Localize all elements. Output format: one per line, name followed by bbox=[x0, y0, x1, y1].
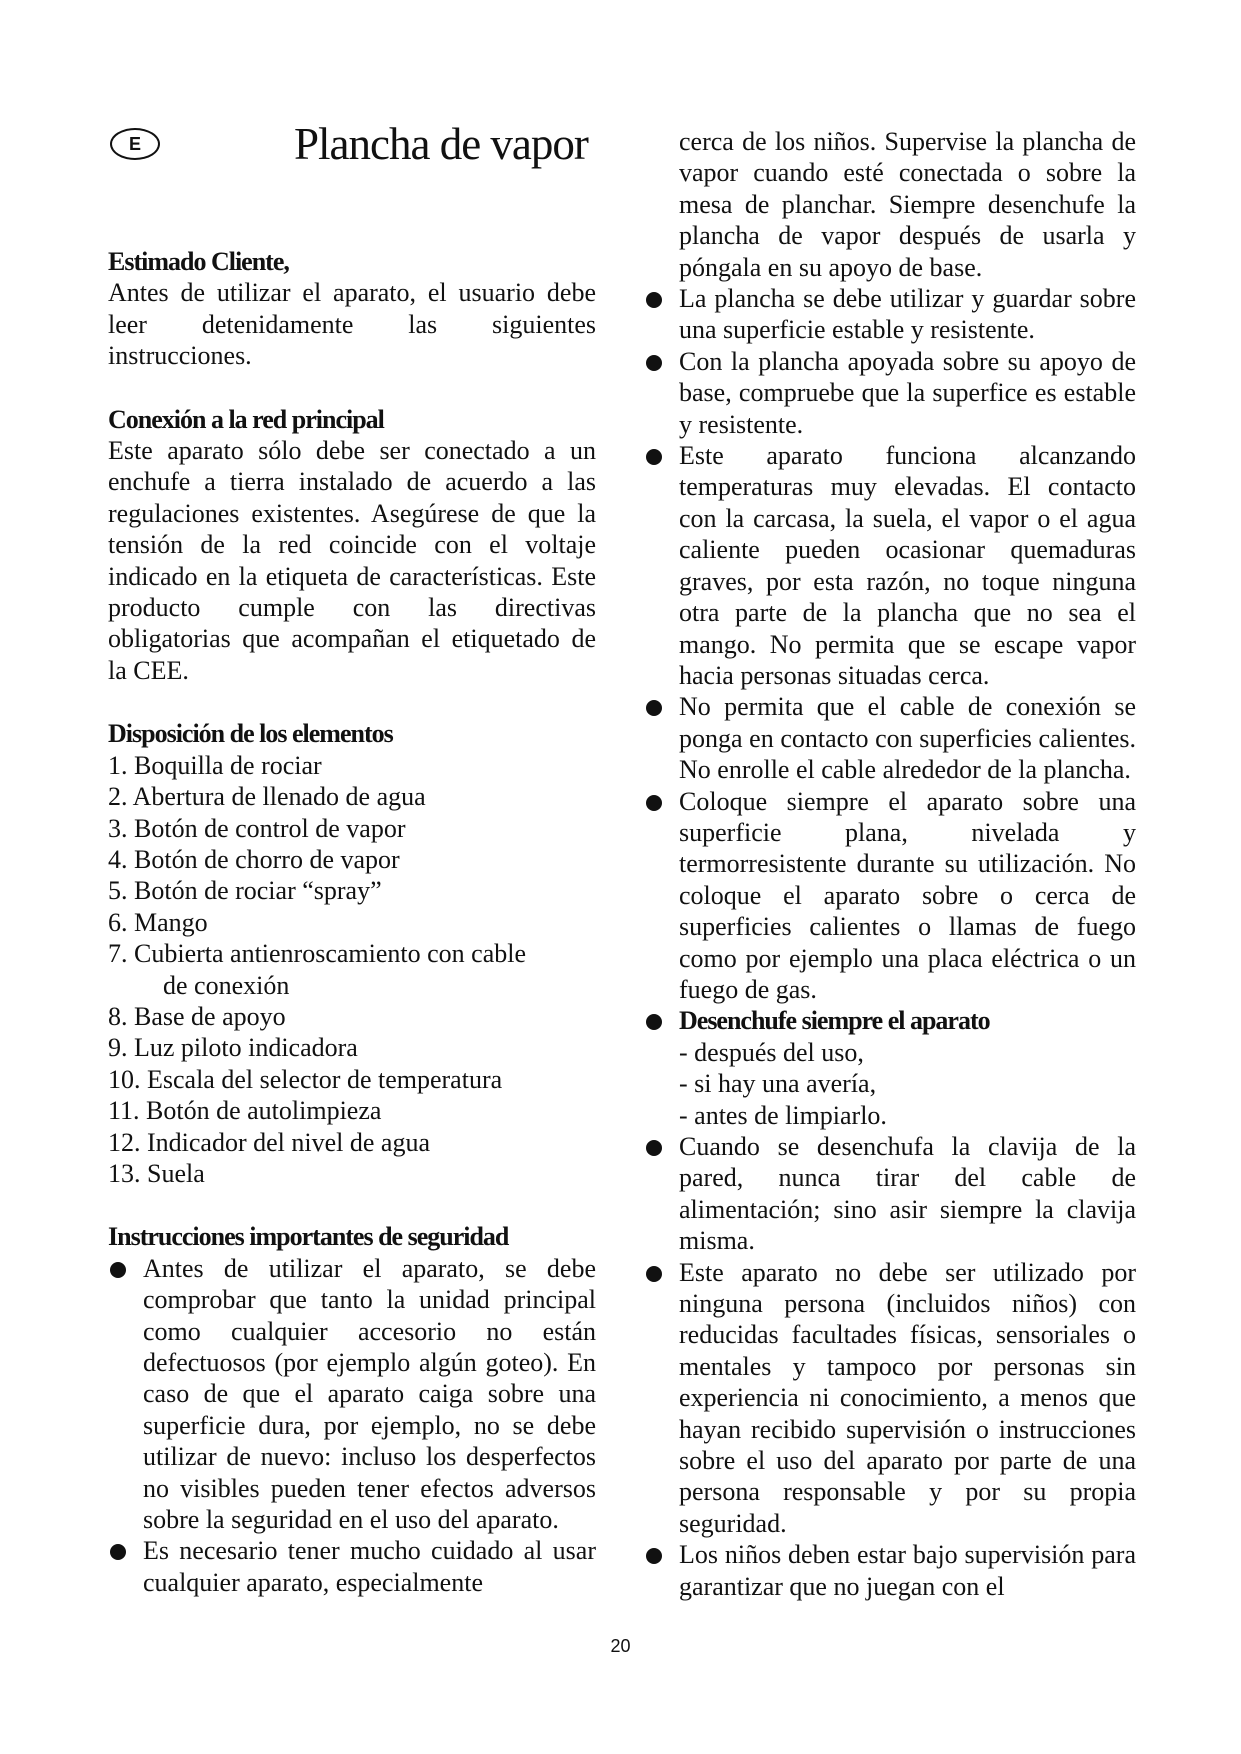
continuation-text: cerca de los niños. Supervise la plancha de vapor cuando esté conectada o sobre la mesa de planchar. Siempre desenchufe la plancha de vapor después de usarla y póngala en su apoyo de base. bbox=[679, 127, 1136, 282]
page-number: 20 bbox=[610, 1636, 631, 1656]
list-item: 3. Botón de control de vapor bbox=[108, 813, 406, 843]
list-item-continuation: de conexión bbox=[163, 970, 290, 1000]
unplug-heading: Desenchufe siempre el aparato bbox=[644, 1005, 1136, 1036]
list-item: 2. Abertura de llenado de agua bbox=[108, 782, 426, 812]
right-column bbox=[644, 126, 1136, 1602]
bullet-icon bbox=[646, 795, 662, 811]
safety-bullet: Los niños deben estar bajo supervisión para garantizar que no juegan con el bbox=[644, 1539, 1136, 1602]
unplug-item: - antes de limpiarlo. bbox=[679, 1100, 887, 1130]
greeting-text: Antes de utilizar el aparato, el usuario debe leer detenidamente las siguientes instrucciones. bbox=[108, 278, 596, 371]
list-item: 7. Cubierta antienroscamiento con cable bbox=[108, 939, 527, 969]
bullet-icon bbox=[646, 700, 662, 716]
safety-bullet: Este aparato funciona alcanzando temperaturas muy elevadas. El contacto con la carcasa, la suela, el vapor o el agua caliente pueden ocasionar quemaduras graves, por esta razón, no toque ninguna otra parte de la plancha que no sea el mango. No permita que se escape vapor hacia personas situadas cerca. bbox=[644, 440, 1136, 691]
bullet-icon bbox=[646, 1266, 662, 1282]
safety-bullet: No permita que el cable de conexión se ponga en contacto con superficies calientes. No enrolle el cable alrededor de la plancha. bbox=[644, 691, 1136, 785]
safety-bullet: Es necesario tener mucho cuidado al usar cualquier aparato, especialmente bbox=[108, 1535, 596, 1598]
bullet-icon bbox=[646, 449, 662, 465]
bullet-icon bbox=[646, 292, 662, 308]
list-item: 1. Boquilla de rociar bbox=[108, 750, 322, 780]
bullet-icon bbox=[646, 1548, 662, 1564]
parts-list bbox=[108, 750, 596, 1190]
bullet-icon bbox=[110, 1544, 126, 1560]
connection-text: Este aparato sólo debe ser conectado a un enchufe a tierra instalado de acuerdo a las regulaciones existentes. Asegúrese de que la tensión de la red coincide con el voltaje indicado en la etiqueta de características. Este producto cumple con las directivas obligatorias que acompañan el etiquetado de la CEE. bbox=[108, 436, 596, 685]
bullet-icon bbox=[646, 1140, 662, 1156]
list-item: 9. Luz piloto indicadora bbox=[108, 1033, 358, 1063]
bullet-icon bbox=[646, 355, 662, 371]
unplug-item: - después del uso, bbox=[679, 1037, 864, 1067]
greeting-heading: Estimado Cliente, bbox=[108, 247, 289, 276]
list-item: 8. Base de apoyo bbox=[108, 1001, 286, 1031]
connection-heading: Conexión a la red principal bbox=[108, 404, 384, 434]
list-item: 6. Mango bbox=[108, 907, 208, 937]
list-item: 10. Escala del selector de temperatura bbox=[108, 1064, 503, 1094]
list-item: 11. Botón de autolimpieza bbox=[108, 1096, 382, 1126]
list-item: 13. Suela bbox=[108, 1158, 205, 1188]
safety-bullet: Antes de utilizar el aparato, se debe comprobar que tanto la unidad principal como cualquier accesorio no están defectuosos (por ejemplo algún goteo). En caso de que el aparato caiga sobre una superficie dura, por ejemplo, no se debe utilizar de nuevo: incluso los desperfectos no visibles pueden tener efectos adversos sobre la seguridad en el uso del aparato. bbox=[108, 1253, 596, 1536]
bullet-icon bbox=[110, 1262, 126, 1278]
safety-bullet: Este aparato no debe ser utilizado por ninguna persona (incluidos niños) con reducidas facultades físicas, sensoriales o mentales y tampoco por personas sin experiencia ni conocimiento, a menos que hayan recibido supervisión o instrucciones sobre el uso del aparato por parte de una persona responsable y por su propia seguridad. bbox=[644, 1257, 1136, 1540]
left-column bbox=[108, 246, 596, 1598]
safety-bullet: Coloque siempre el aparato sobre una superficie plana, nivelada y termorresistente durante su utilización. No coloque el aparato sobre o cerca de superficies calientes o llamas de fuego como por ejemplo una placa eléctrica o un fuego de gas. bbox=[644, 786, 1136, 1006]
list-item: 5. Botón de rociar “spray” bbox=[108, 876, 382, 906]
unplug-item: - si hay una avería, bbox=[679, 1069, 877, 1099]
safety-bullet: Con la plancha apoyada sobre su apoyo de base, compruebe que la superfice es estable y resistente. bbox=[644, 346, 1136, 440]
safety-heading: Instrucciones importantes de seguridad bbox=[108, 1222, 509, 1252]
safety-bullet: Cuando se desenchufa la clavija de la pared, nunca tirar del cable de alimentación; sino asir siempre la clavija misma. bbox=[644, 1131, 1136, 1257]
list-item: 4. Botón de chorro de vapor bbox=[108, 844, 400, 874]
language-badge: E bbox=[110, 128, 160, 160]
parts-heading: Disposición de los elementos bbox=[108, 719, 393, 749]
page-title: Plancha de vapor bbox=[294, 119, 588, 169]
bullet-icon bbox=[646, 1014, 662, 1030]
list-item: 12. Indicador del nivel de agua bbox=[108, 1127, 430, 1157]
safety-bullet: La plancha se debe utilizar y guardar sobre una superficie estable y resistente. bbox=[644, 283, 1136, 346]
